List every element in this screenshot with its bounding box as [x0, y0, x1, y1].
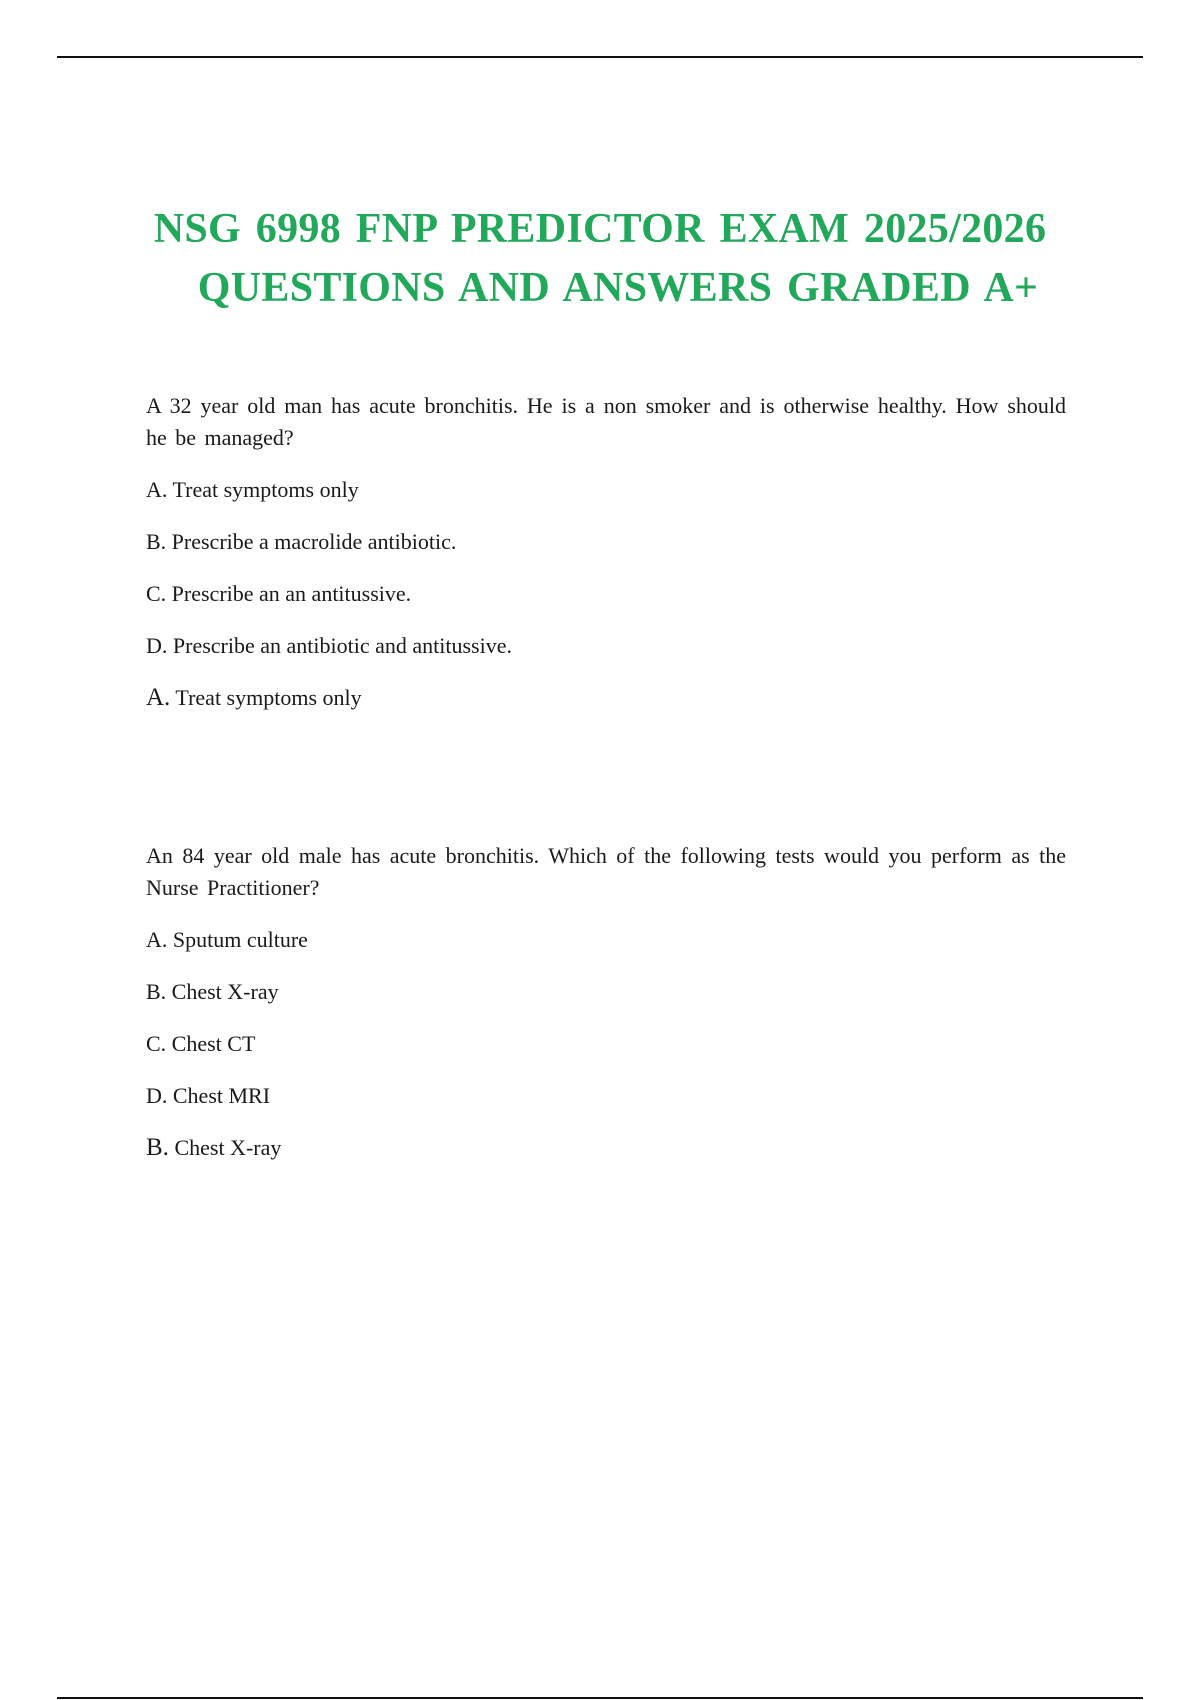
question-block-2: [146, 840, 1066, 1164]
footer-rule: [57, 1697, 1143, 1699]
question-text: An 84 year old male has acute bronchitis. Which of the following tests would you perform as the Nurse Practitioner?: [146, 843, 1066, 900]
option-b: B. Prescribe a macrolide antibiotic.: [146, 529, 457, 554]
title-line-2: QUESTIONS AND ANSWERS GRADED A+: [197, 265, 1039, 311]
header-rule: [57, 56, 1143, 58]
option-d: D. Prescribe an antibiotic and antitussive.: [146, 633, 512, 658]
question-text: A 32 year old man has acute bronchitis. He is a non smoker and is otherwise healthy. How should he be managed?: [146, 393, 1066, 450]
answer: [146, 682, 1066, 714]
title-line-1: NSG 6998 FNP PREDICTOR EXAM 2025/2026: [153, 206, 1047, 252]
document-title: [100, 200, 1100, 318]
answer-letter: A.: [146, 684, 171, 711]
option-d: D. Chest MRI: [146, 1083, 271, 1108]
answer-letter: B.: [146, 1134, 169, 1161]
option-c: C. Chest CT: [146, 1031, 256, 1056]
answer-text: Chest X-ray: [174, 1135, 282, 1160]
answer: [146, 1132, 1066, 1164]
option-a: A. Sputum culture: [146, 927, 308, 952]
option-b: B. Chest X-ray: [146, 979, 279, 1004]
answer-text: Treat symptoms only: [175, 685, 362, 710]
option-c: C. Prescribe an an antitussive.: [146, 581, 412, 606]
option-a: A. Treat symptoms only: [146, 477, 359, 502]
question-block-1: [146, 390, 1066, 714]
